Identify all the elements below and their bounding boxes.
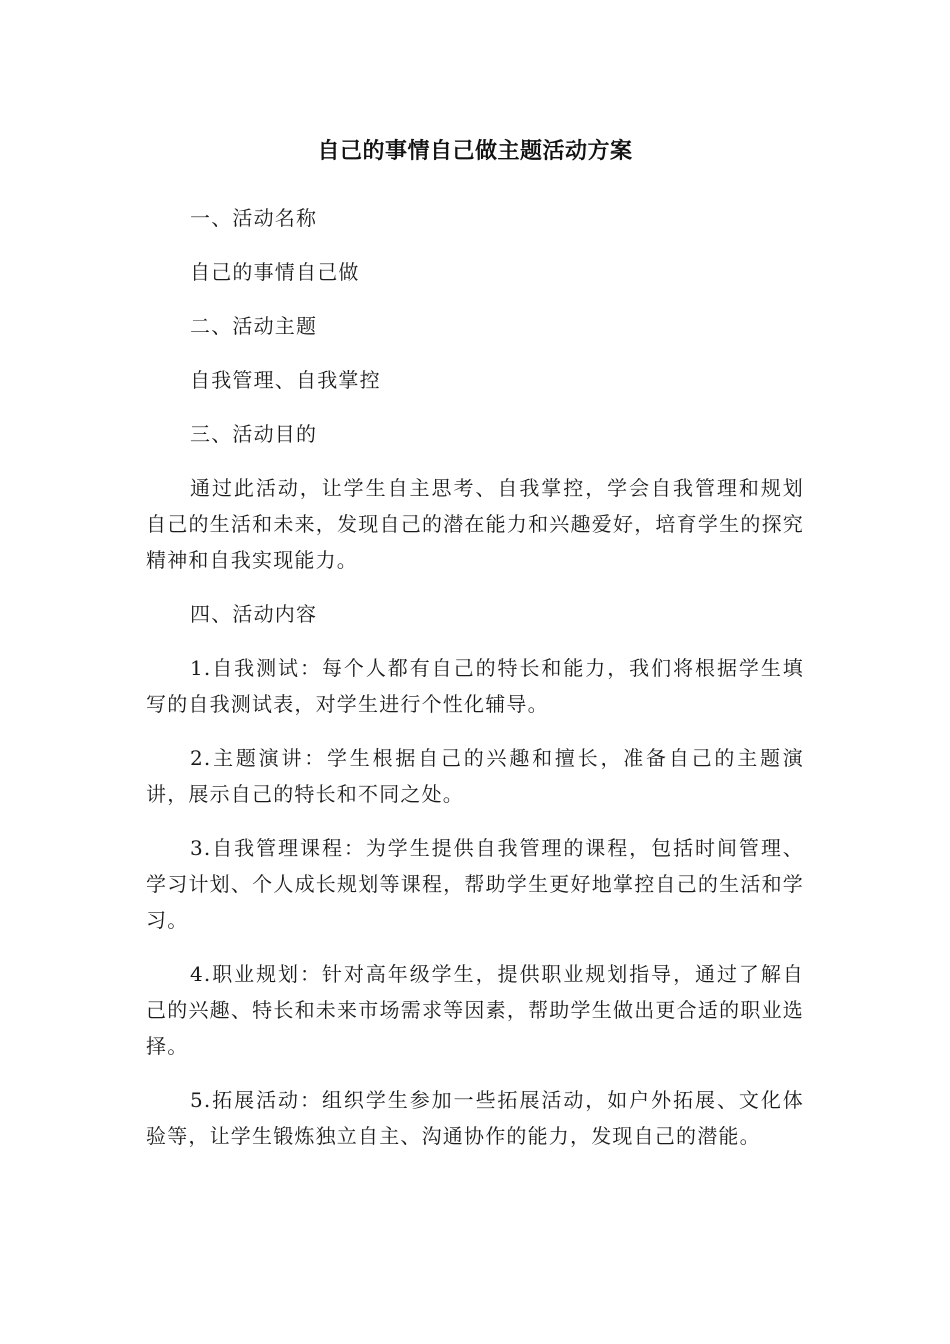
paragraph-activity-purpose: 通过此活动，让学生自主思考、自我掌控，学会自我管理和规划自己的生活和未来，发现自己的潜在能力和兴趣爱好，培育学生的探究精神和自我实现能力。 (146, 476, 804, 572)
paragraph-activity-theme: 自我管理、自我掌控 (190, 368, 381, 392)
paragraph-content-item-5: 5.拓展活动：组织学生参加一些拓展活动，如户外拓展、文化体验等，让学生锻炼独立自主、沟通协作的能力，发现自己的潜能。 (146, 1088, 804, 1148)
paragraph-content-item-2: 2.主题演讲：学生根据自己的兴趣和擅长，准备自己的主题演讲，展示自己的特长和不同之处。 (146, 746, 804, 806)
paragraph-content-item-1: 1.自我测试：每个人都有自己的特长和能力，我们将根据学生填写的自我测试表，对学生进行个性化辅导。 (146, 656, 804, 716)
document-body (146, 200, 804, 1172)
section-heading-activity-name: 一、活动名称 (190, 206, 318, 230)
document-title: 自己的事情自己做主题活动方案 (317, 139, 633, 164)
paragraph-activity-name: 自己的事情自己做 (190, 260, 360, 284)
section-heading-activity-content: 四、活动内容 (190, 602, 318, 626)
paragraph-content-item-3: 3.自我管理课程：为学生提供自我管理的课程，包括时间管理、学习计划、个人成长规划等课程，帮助学生更好地掌控自己的生活和学习。 (146, 836, 804, 932)
paragraph-content-item-4: 4.职业规划：针对高年级学生，提供职业规划指导，通过了解自己的兴趣、特长和未来市场需求等因素，帮助学生做出更合适的职业选择。 (146, 962, 804, 1058)
section-heading-activity-purpose: 三、活动目的 (190, 422, 318, 446)
section-heading-activity-theme: 二、活动主题 (190, 314, 318, 338)
